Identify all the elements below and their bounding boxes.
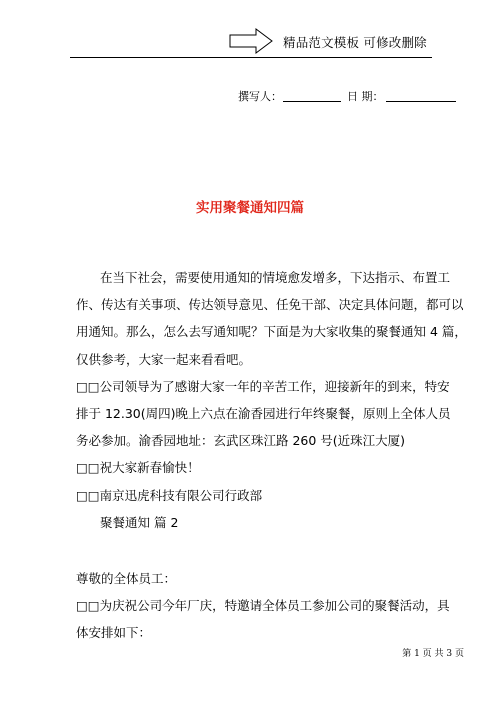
paragraph-line: 用通知。那么，怎么去写通知呢？下面是为大家收集的聚餐通知 4 篇， [76, 324, 467, 340]
arrow-right-icon [229, 28, 273, 54]
paragraph-line: 在当下社会，需要使用通知的情境愈发增多，下达指示、布置工 [100, 270, 451, 285]
author-blank [283, 89, 341, 102]
paragraph-line: □□祝大家新春愉快！ [76, 460, 200, 476]
section-heading: 聚餐通知 篇 2 [100, 514, 179, 530]
document-title: 实用聚餐通知四篇 [196, 200, 304, 216]
paragraph-line: 排于 12.30(周四)晚上六点在渝香园进行年终聚餐，原则上全体人员 [76, 405, 451, 421]
header-template-label: 精品范文模板 可修改删除 [283, 35, 427, 50]
paragraph-line: □□南京迅虎科技有限公司行政部 [76, 487, 263, 503]
page-number: 第 1 页 共 3 页 [402, 649, 464, 659]
paragraph-line: □□为庆祝公司今年厂庆，特邀请全体员工参加公司的聚餐活动，具 [76, 598, 450, 614]
author-label: 撰写人： [238, 90, 282, 103]
author-date-line [238, 88, 456, 104]
spacer [76, 536, 432, 565]
document-body [76, 264, 467, 646]
date-label: 日 期： [347, 90, 384, 103]
paragraph-line: 作、传达有关事项、传达领导意见、任免干部、决定具体问题，都可以 [76, 297, 464, 313]
paragraph-line: 体安排如下： [76, 625, 152, 641]
paragraph-line: 务必参加。渝香园地址：玄武区珠江路 260 号(近珠江大厦) [76, 433, 406, 449]
paragraph-line: 仅供参考，大家一起来看看吧。 [76, 351, 252, 367]
header-divider [70, 57, 432, 58]
salutation: 尊敬的全体员工： [76, 570, 177, 586]
date-blank [386, 89, 456, 102]
paragraph-line: □□公司领导为了感谢大家一年的辛苦工作，迎接新年的到来，特安 [76, 378, 450, 394]
